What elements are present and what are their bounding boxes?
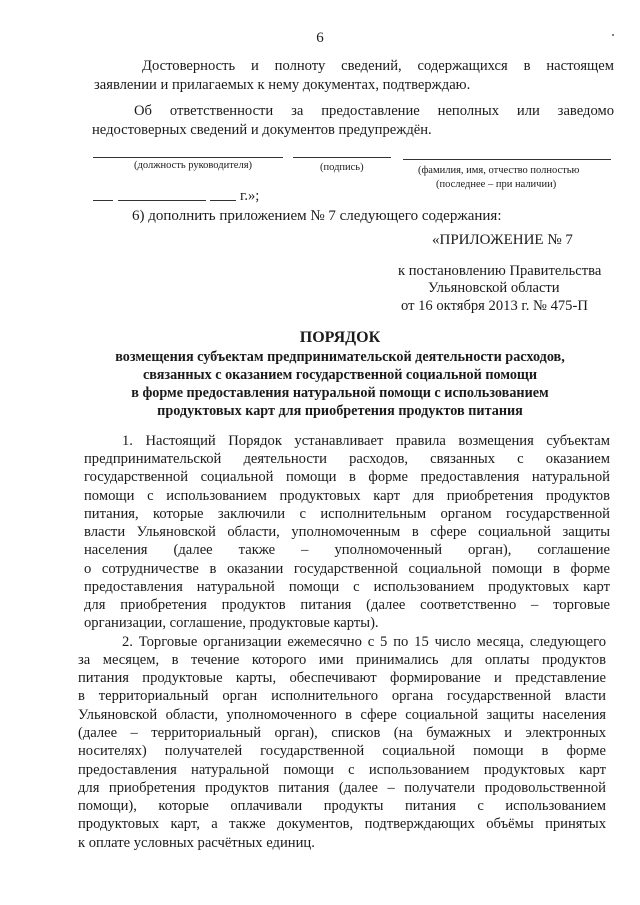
p1-line: власти Ульяновской области, уполномоченным в сфере социальной защиты <box>84 524 610 540</box>
name-label-note: (последнее – при наличии) <box>436 179 557 190</box>
p1-line: предпринимательской деятельности расходов, связанных с оказанием <box>84 451 610 467</box>
scan-speck <box>612 34 614 36</box>
p2-line: за месяцем, в течение которого ими принимались для оплаты продуктов <box>78 652 606 668</box>
p1-line: для приобретения продуктов питания (далее соответственно – торговые <box>84 597 610 613</box>
p1-line: помощи с использованием продуктовых карт для приобретения продуктов <box>84 488 610 504</box>
intro-line-2: заявлении и прилагаемых к нему документах, подтверждаю. <box>94 77 471 93</box>
month-underline <box>118 200 206 201</box>
p1-line: питания, которые заключили с исполнительным органом государственной <box>84 506 610 522</box>
day-underline <box>93 200 113 201</box>
amendment-line: 6) дополнить приложением № 7 следующего содержания: <box>132 208 502 224</box>
p1-line: о сотрудничестве в оказании государственной социальной помощи в форме <box>84 561 610 577</box>
p2-line: Ульяновской области, уполномоченного в сфере социальной защиты населения <box>78 707 606 723</box>
p2-line: питания продуктовые карты, обеспечивают формирование и представление <box>78 670 606 686</box>
page-number: 6 <box>316 30 324 46</box>
intro-line-4: недостоверных сведений и документов предупреждён. <box>92 122 432 138</box>
signature-label: (подпись) <box>320 162 364 173</box>
name-underline <box>403 159 611 160</box>
p1-line: предоставления натуральной помощи с использованием продуктовых карт <box>84 579 610 595</box>
order-subtitle-2: связанных с оказанием государственной социальной помощи <box>142 367 538 383</box>
position-label: (должность руководителя) <box>134 160 253 171</box>
year-suffix: г.»; <box>240 188 260 204</box>
name-label: (фамилия, имя, отчество полностью <box>418 165 580 176</box>
appendix-title: «ПРИЛОЖЕНИЕ № 7 <box>432 232 573 248</box>
p2-line: предоставления натуральной помощи с использованием продуктовых карт <box>78 762 606 778</box>
appendix-line-2: Ульяновской области <box>428 280 560 296</box>
p2-line: в территориальный орган исполнительного органа государственной власти <box>78 688 606 704</box>
p2-line: (далее – территориальный орган), списков (на бумажных и электронных <box>78 725 606 741</box>
p2-line: помощи), которые оплачивали продукты питания с использованием <box>78 798 606 814</box>
p1-line: населения (далее также – уполномоченный орган), соглашение <box>84 542 610 558</box>
year-underline <box>210 200 236 201</box>
p2-line: носителях) получателей государственной социальной помощи в форме <box>78 743 606 759</box>
order-subtitle-3: в форме предоставления натуральной помощи с использованием <box>131 385 549 401</box>
order-title: ПОРЯДОК <box>299 329 381 346</box>
order-subtitle-4: продуктовых карт для приобретения продуктов питания <box>157 403 523 419</box>
intro-line-3: Об ответственности за предоставление неполных или заведомо <box>134 103 614 119</box>
p1-line: организации, соглашение, продуктовые карты). <box>84 615 379 631</box>
p2-line: продуктовых карт, а также документов, подтверждающих объёмы принятых <box>78 816 606 832</box>
p2-line: к оплате условных расчётных единиц. <box>78 835 315 851</box>
order-subtitle-1: возмещения субъектам предпринимательской деятельности расходов, <box>115 349 565 365</box>
p1-line: государственной социальной помощи в форме предоставления натуральной <box>84 469 610 485</box>
position-underline <box>93 157 283 158</box>
p2-line: 2. Торговые организации ежемесячно с 5 по 15 число месяца, следующего <box>122 634 606 650</box>
p1-line: 1. Настоящий Порядок устанавливает правила возмещения субъектам <box>122 433 610 449</box>
appendix-line-3: от 16 октября 2013 г. № 475-П <box>401 298 588 314</box>
appendix-line-1: к постановлению Правительства <box>398 263 602 279</box>
intro-line-1: Достоверность и полноту сведений, содержащихся в настоящем <box>142 58 614 74</box>
signature-underline <box>293 157 391 158</box>
p2-line: для приобретения продуктов питания (далее – получатели продовольственной <box>78 780 606 796</box>
